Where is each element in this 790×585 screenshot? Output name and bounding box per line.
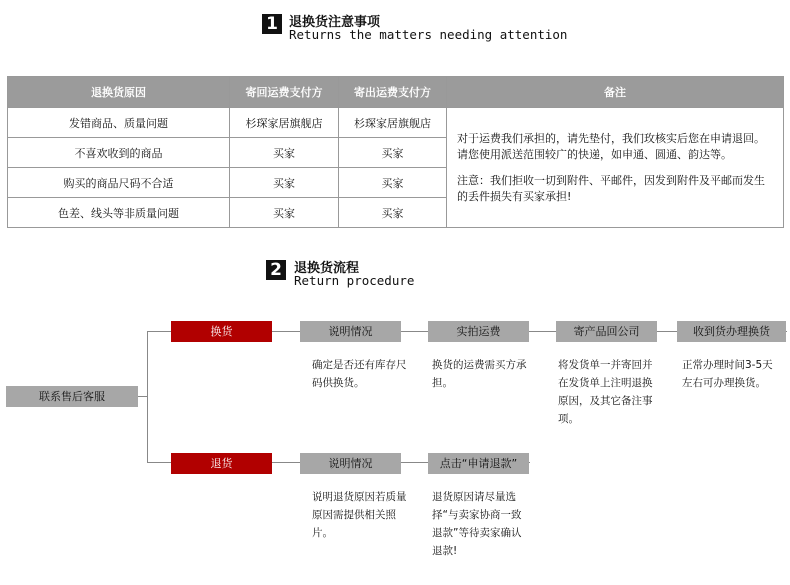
table-cell: 发错商品、质量问题 bbox=[8, 108, 230, 138]
column-header: 备注 bbox=[447, 77, 784, 108]
contact-service-box: 联系售后客服 bbox=[6, 386, 138, 407]
table-cell: 买家 bbox=[339, 198, 447, 228]
note-text-2: 注意：我们拒收一切到附件、平邮件，因发到附件及平邮而发生的丢件损失有买家承担! bbox=[457, 173, 765, 203]
section-title-en-1: Returns the matters needing attention bbox=[289, 27, 568, 42]
refund-desc-1: 说明退货原因若质量原因需提供相关照片。 bbox=[312, 491, 407, 539]
table-cell: 不喜欢收到的商品 bbox=[8, 138, 230, 168]
exchange-step-3: 寄产品回公司 bbox=[556, 321, 657, 342]
exchange-desc-1: 确定是否还有库存尺码供换货。 bbox=[312, 359, 407, 389]
refund-desc-2: 退货原因请尽量选择“与卖家协商一致退款”等待卖家确认退款! bbox=[432, 491, 522, 557]
section-number-2: 2 bbox=[266, 260, 286, 280]
note-text-1: 对于运费我们承担的，请先垫付，我们玫核实后您在申请退回。请您使用派送范围较广的快递，如申通、圆通、韵达等。 bbox=[457, 131, 765, 161]
exchange-desc-3: 将发货单一并寄回并在发货单上注明退换原因，及其它备注事项。 bbox=[558, 359, 653, 425]
table-row bbox=[8, 108, 784, 138]
table-cell: 色差、线头等非质量问题 bbox=[8, 198, 230, 228]
section-number-1: 1 bbox=[262, 14, 282, 34]
table-header-row bbox=[8, 77, 784, 108]
table-cell: 杉琛家居旗舰店 bbox=[339, 108, 447, 138]
exchange-step-2: 实拍运费 bbox=[428, 321, 529, 342]
table-cell: 买家 bbox=[230, 168, 339, 198]
column-header: 退换货原因 bbox=[8, 77, 230, 108]
connector-line bbox=[147, 331, 148, 462]
column-header: 寄出运费支付方 bbox=[339, 77, 447, 108]
exchange-step-4: 收到货办理换货 bbox=[677, 321, 786, 342]
table-cell: 杉琛家居旗舰店 bbox=[230, 108, 339, 138]
exchange-label: 换货 bbox=[171, 321, 272, 342]
section-title-en-2: Return procedure bbox=[294, 273, 415, 288]
exchange-desc-2: 换货的运费需买方承担。 bbox=[432, 359, 527, 389]
refund-step-1: 说明情况 bbox=[300, 453, 401, 474]
refund-label: 退货 bbox=[171, 453, 272, 474]
table-cell: 买家 bbox=[230, 138, 339, 168]
table-cell: 购买的商品尺码不合适 bbox=[8, 168, 230, 198]
table-cell: 买家 bbox=[339, 138, 447, 168]
section-title-cn-2: 退换货流程 bbox=[294, 261, 360, 276]
table-cell: 买家 bbox=[339, 168, 447, 198]
refund-step-2: 点击“申请退款” bbox=[428, 453, 529, 474]
exchange-step-1: 说明情况 bbox=[300, 321, 401, 342]
note-cell bbox=[447, 108, 784, 228]
section-title-cn-1: 退换货注意事项 bbox=[289, 15, 381, 30]
table-cell: 买家 bbox=[230, 198, 339, 228]
column-header: 寄回运费支付方 bbox=[230, 77, 339, 108]
exchange-desc-4: 正常办理时间3-5天左右可办理换货。 bbox=[682, 359, 773, 389]
returns-table bbox=[7, 76, 784, 228]
